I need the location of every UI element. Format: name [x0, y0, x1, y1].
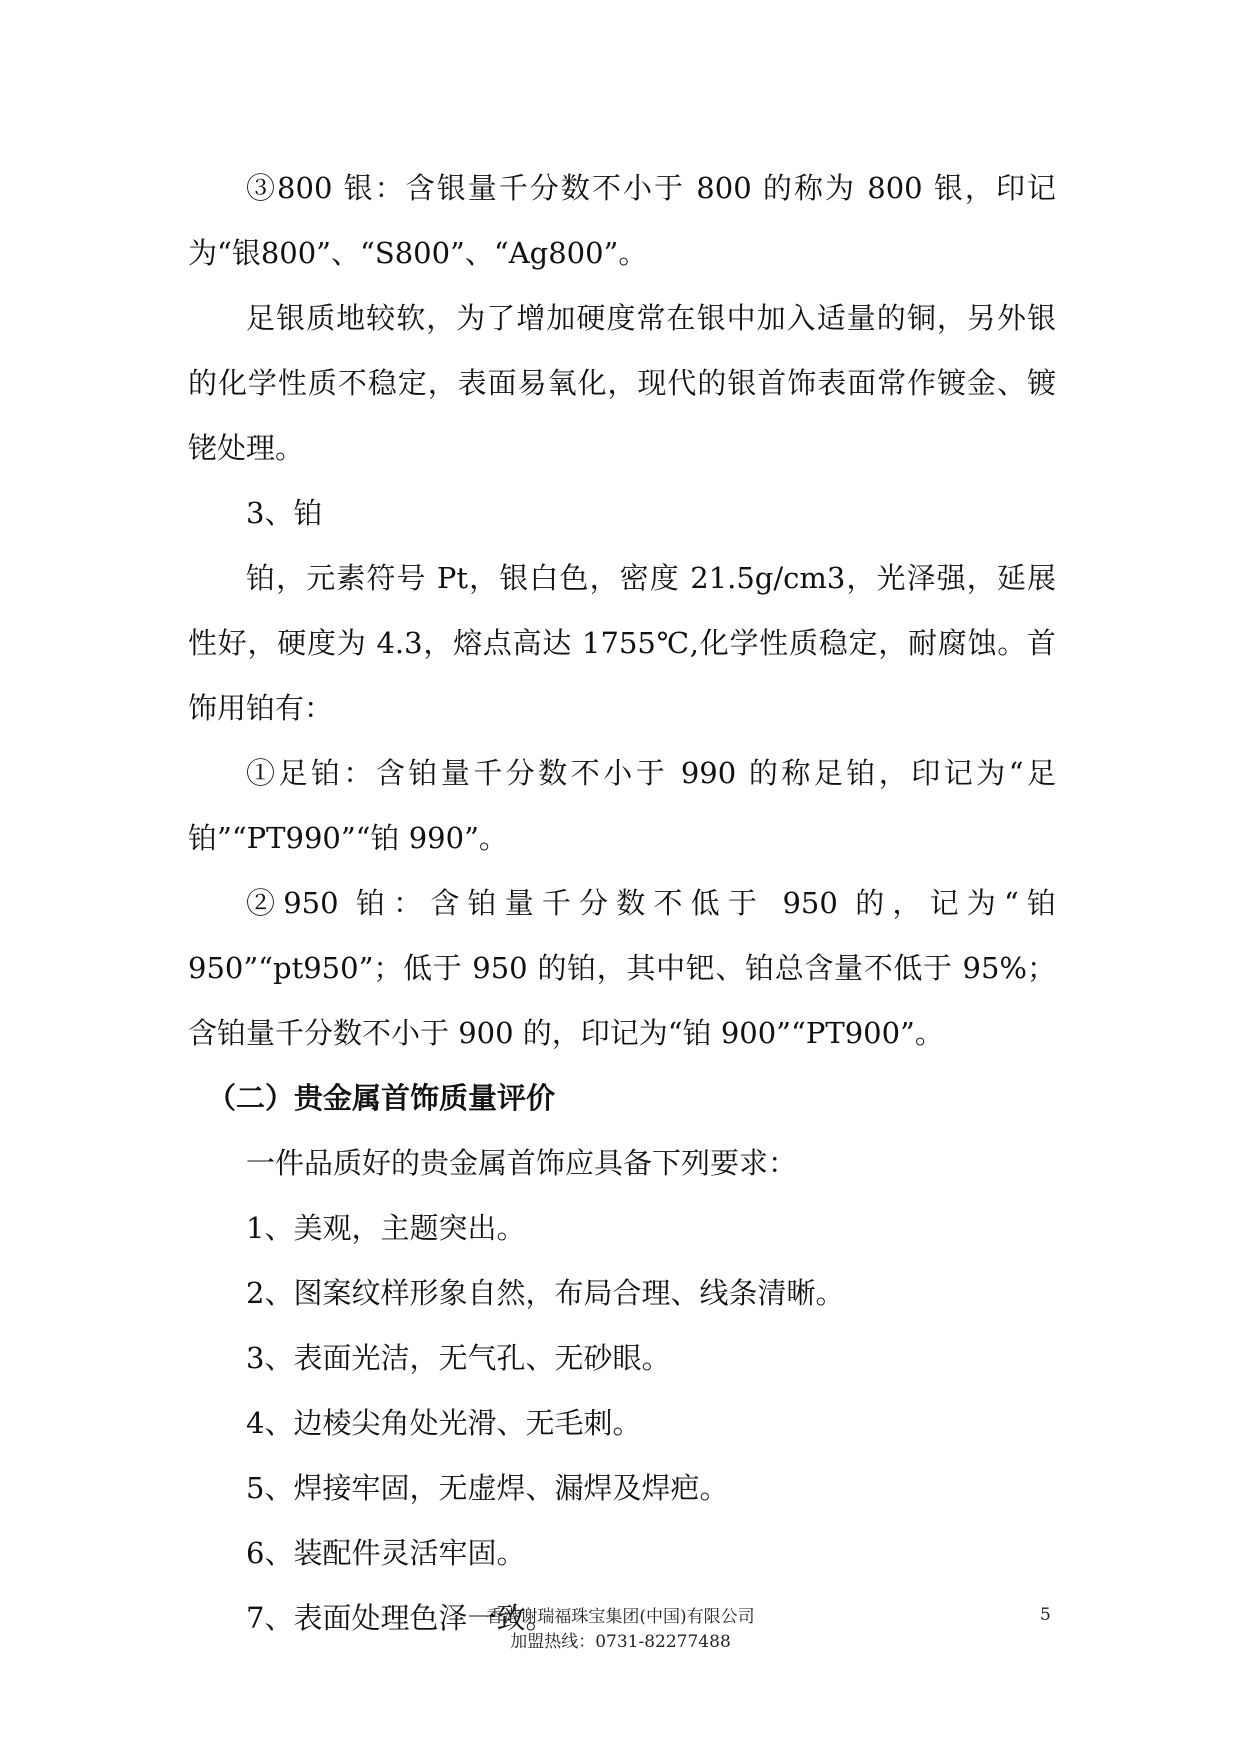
- page-number: 5: [1040, 1605, 1051, 1625]
- paragraph-pure-platinum: ①足铂：含铂量千分数不小于 990 的称足铂，印记为“足铂”“PT990”“铂 990”。: [188, 756, 1056, 855]
- requirement-item: 5、焊接牢固，无虚焊、漏焊及焊疤。: [246, 1471, 729, 1505]
- requirement-item: 4、边棱尖角处光滑、无毛刺。: [246, 1406, 642, 1440]
- paragraph-platinum-properties: 铂，元素符号 Pt，银白色，密度 21.5g/cm3，光泽强，延展性好，硬度为 4.3，熔点高达 1755℃,化学性质稳定，耐腐蚀。首饰用铂有：: [188, 561, 1056, 725]
- requirement-item: 2、图案纹样形象自然，布局合理、线条清晰。: [246, 1276, 845, 1310]
- footer-hotline: 加盟热线：0731-82277488: [510, 1632, 731, 1652]
- subheading-platinum: 3、铂: [246, 496, 323, 530]
- requirements-intro: 一件品质好的贵金属首饰应具备下列要求：: [246, 1146, 798, 1180]
- requirement-item: 6、装配件灵活牢固。: [246, 1536, 526, 1570]
- footer-company-name: 香港谢瑞福珠宝集团(中国)有限公司: [486, 1607, 755, 1627]
- requirement-item: 3、表面光洁，无气孔、无砂眼。: [246, 1341, 671, 1375]
- paragraph-fine-silver: 足银质地较软，为了增加硬度常在银中加入适量的铜，另外银的化学性质不稳定，表面易氧化，现代的银首饰表面常作镀金、镀铑处理。: [188, 301, 1056, 465]
- body-text: [188, 156, 1056, 1651]
- requirement-item: 1、美观，主题突出。: [246, 1211, 526, 1245]
- requirement-item: 7、表面处理色泽一致。: [246, 1601, 555, 1635]
- paragraph-950-platinum: ②950 铂：含铂量千分数不低于 950 的，记为“铂 950”“pt950”；低于 950 的铂，其中钯、铂总含量不低于 95%；含铂量千分数不小于 900 的，印记为“铂 900”“PT900”。: [188, 886, 1056, 1050]
- paragraph-800-silver: ③800 银：含银量千分数不小于 800 的称为 800 银，印记为“银800”、“S800”、“Ag800”。: [188, 171, 1056, 270]
- section-heading: （二）贵金属首饰质量评价: [207, 1081, 556, 1115]
